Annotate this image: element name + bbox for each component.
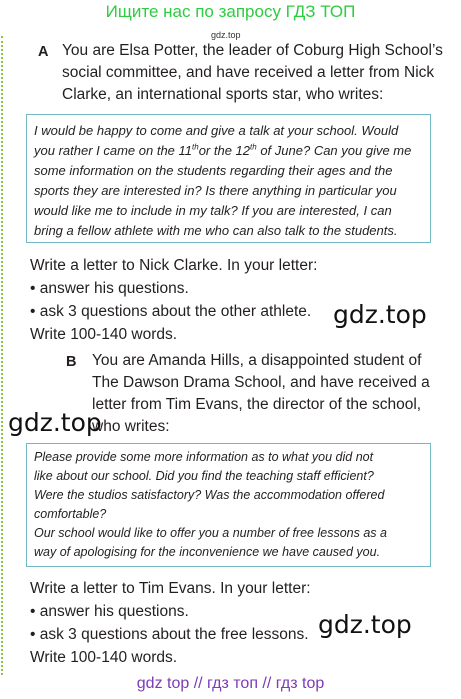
quote-line: would like me to include in my talk? If you are interested, I can (34, 203, 392, 218)
watermark: gdz.top (333, 300, 427, 329)
task-b-instructions (30, 577, 311, 669)
task-b-letter-quote (26, 443, 431, 567)
task-b-intro-line: The Dawson Drama School, and have received a (92, 374, 430, 391)
task-b-intro (92, 350, 430, 438)
quote-line: way of apologising for the inconvenience we have caused you. (34, 545, 381, 559)
instruction-line: • ask 3 questions about the other athlete. (30, 303, 312, 320)
top-banner: Ищите нас по запросу ГДЗ ТОП (105, 2, 356, 21)
left-dotted-border (1, 36, 3, 675)
small-watermark: gdz.top (211, 30, 241, 40)
watermark: gdz.top (8, 408, 102, 437)
task-b-intro-line: who writes: (92, 418, 170, 435)
quote-line: Please provide some more information as to what you did not (34, 450, 374, 464)
quote-line: Were the studios satisfactory? Was the accommodation offered (34, 488, 385, 502)
instruction-line: Write a letter to Tim Evans. In your letter: (30, 580, 311, 597)
quote-line: like about our school. Did you find the teaching staff efficient? (34, 469, 374, 483)
instruction-line: Write 100-140 words. (30, 326, 178, 343)
task-a-letter: A (38, 44, 49, 60)
instruction-line: Write a letter to Nick Clarke. In your letter: (30, 257, 318, 274)
watermark: gdz.top (318, 610, 412, 639)
quote-line: sports they are interested in? Is there anything in particular you (34, 183, 397, 198)
task-a-letter-quote (26, 114, 431, 243)
quote-line: Our school would like to offer you a number of free lessons as a (34, 526, 387, 540)
ordinal-suffix: th (192, 142, 199, 152)
task-a-instructions (30, 254, 317, 346)
task-b-intro-line: You are Amanda Hills, a disappointed student of (92, 352, 422, 369)
instruction-line: • ask 3 questions about the free lessons. (30, 626, 309, 643)
quote-line: I would be happy to come and give a talk at your school. Would (34, 123, 399, 138)
quote-line: bring a fellow athlete with me who can also talk to the students. (34, 223, 398, 238)
instruction-line: • answer his questions. (30, 603, 189, 620)
instruction-line: Write 100-140 words. (30, 649, 178, 666)
quote-line: comfortable? (34, 507, 107, 521)
bottom-banner: gdz top // гдз топ // гдз top (136, 675, 325, 692)
quote-line: some information on the students regarding their ages and the (34, 163, 393, 178)
ordinal-suffix: th (250, 142, 257, 152)
instruction-line: • answer his questions. (30, 280, 189, 297)
task-a-intro-line: You are Elsa Potter, the leader of Coburg High School’s (62, 42, 443, 59)
task-b-letter: B (66, 354, 77, 370)
task-a-intro (62, 40, 443, 106)
task-a-intro-line: Clarke, an international sports star, who writes: (62, 86, 384, 103)
task-b-intro-line: letter from Tim Evans, the director of the school, (92, 396, 422, 413)
task-a-intro-line: social committee, and have received a letter from Nick (62, 64, 435, 81)
quote-line: you rather I came on the 11thor the 12th of June? Can you give me (34, 142, 412, 158)
